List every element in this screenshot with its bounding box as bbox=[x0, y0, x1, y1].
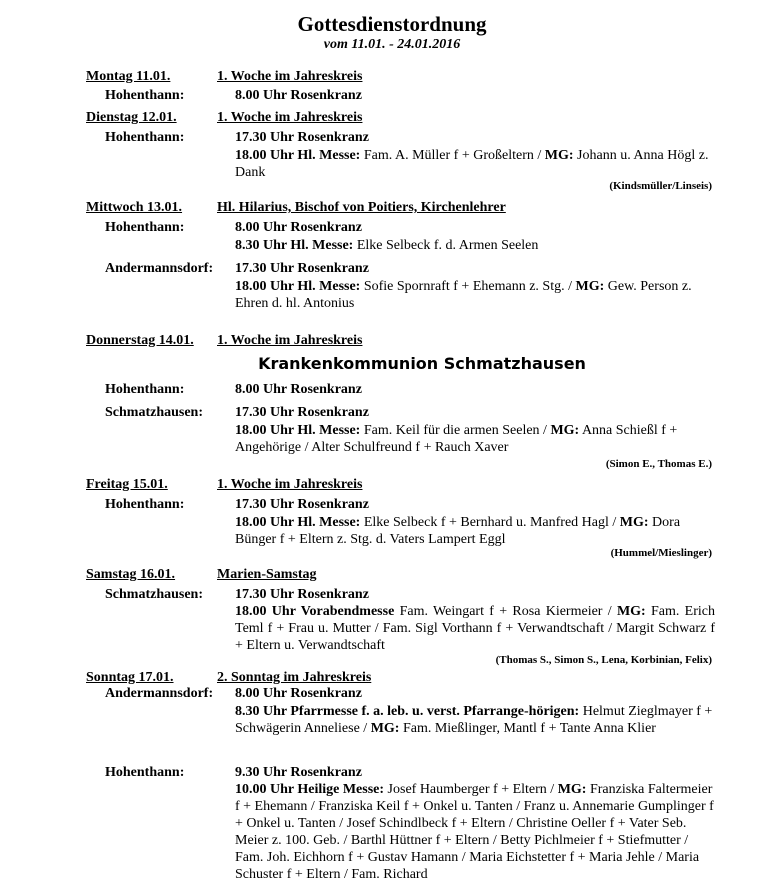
day-feast: Hl. Hilarius, Bischof von Poitiers, Kirchenlehrer bbox=[217, 200, 506, 215]
service-line bbox=[235, 781, 715, 883]
service-label: 8.00 Uhr Rosenkranz bbox=[235, 382, 362, 397]
location-label: Andermannsdorf: bbox=[105, 261, 214, 276]
service-text: Elke Selbeck f. d. Armen Seelen bbox=[353, 238, 539, 253]
day-date: Samstag 16.01. bbox=[86, 567, 176, 582]
day-date: Sonntag 17.01. bbox=[86, 670, 174, 685]
service-text: Elke Selbeck f + Bernhard u. Manfred Hagl / bbox=[360, 515, 620, 530]
service-label: 8.00 Uhr Rosenkranz bbox=[235, 88, 362, 103]
service-line bbox=[235, 703, 715, 737]
service-label: 8.30 Uhr Pfarrmesse f. a. leb. u. verst. Pfarrange-hörigen: bbox=[235, 704, 580, 719]
day-feast: 2. Sonntag im Jahreskreis bbox=[217, 670, 372, 685]
mg-label: MG: bbox=[370, 721, 400, 736]
service-text: Anna Schießl f + Angehörige / Alter Schulfreund f + Rauch Xaver bbox=[235, 423, 678, 455]
service-label: 17.30 Uhr Rosenkranz bbox=[235, 130, 369, 145]
service-label: 9.30 Uhr Rosenkranz bbox=[235, 765, 362, 780]
day-header bbox=[86, 670, 371, 686]
day-date: Donnerstag 14.01. bbox=[86, 333, 194, 348]
service-text: Fam. Keil für die armen Seelen / bbox=[360, 423, 551, 438]
service-label: 17.30 Uhr Rosenkranz bbox=[235, 405, 369, 420]
mg-label: MG: bbox=[544, 148, 574, 163]
service-line bbox=[235, 237, 715, 254]
location-label: Andermannsdorf: bbox=[105, 686, 214, 701]
service-text: Dora Bünger f + Eltern z. Stg. d. Vaters Lampert Eggl bbox=[235, 515, 681, 547]
day-header bbox=[86, 110, 362, 126]
mg-label: MG: bbox=[575, 279, 605, 294]
day-feast: 1. Woche im Jahreskreis bbox=[217, 69, 363, 84]
service-text: Helmut Zieglmayer f + Schwägerin Anneliese / bbox=[235, 704, 713, 736]
service-label: 8.00 Uhr Rosenkranz bbox=[235, 686, 362, 701]
service-label: 17.30 Uhr Rosenkranz bbox=[235, 497, 369, 512]
service-line bbox=[235, 129, 715, 146]
location-label: Hohenthann: bbox=[105, 88, 185, 103]
service-line bbox=[235, 603, 715, 654]
service-label: 18.00 Uhr Hl. Messe: bbox=[235, 423, 361, 438]
service-line bbox=[235, 381, 715, 398]
service-line bbox=[235, 422, 715, 456]
service-line bbox=[235, 219, 715, 236]
day-feast: 1. Woche im Jahreskreis bbox=[217, 477, 363, 492]
location-label: Hohenthann: bbox=[105, 765, 185, 780]
service-text: Josef Haumberger f + Eltern / bbox=[384, 782, 558, 797]
service-text: Fam. Weingart f + Rosa Kiermeier / bbox=[394, 604, 617, 619]
service-line bbox=[235, 404, 715, 421]
service-text: Fam. Mießlinger, Mantl f + Tante Anna Klier bbox=[399, 721, 656, 736]
mg-label: MG: bbox=[550, 423, 580, 438]
day-date: Dienstag 12.01. bbox=[86, 110, 177, 125]
day-date: Mittwoch 13.01. bbox=[86, 200, 183, 215]
day-header bbox=[86, 477, 362, 493]
mg-label: MG: bbox=[557, 782, 587, 797]
service-label: 17.30 Uhr Rosenkranz bbox=[235, 261, 369, 276]
service-line bbox=[235, 685, 715, 702]
service-line bbox=[235, 260, 715, 277]
ministrants-note: (Simon E., Thomas E.) bbox=[605, 458, 712, 470]
service-text: Fam. A. Müller f + Großeltern / bbox=[360, 148, 545, 163]
page-subtitle: vom 11.01. - 24.01.2016 bbox=[323, 37, 461, 52]
service-line bbox=[235, 764, 715, 781]
banner-notice: Krankenkommunion Schmatzhausen bbox=[258, 354, 586, 373]
service-line bbox=[235, 496, 715, 513]
service-label: 8.00 Uhr Rosenkranz bbox=[235, 220, 362, 235]
day-date: Montag 11.01. bbox=[86, 69, 171, 84]
location-label: Hohenthann: bbox=[105, 220, 185, 235]
service-text: Franziska Faltermeier f + Ehemann / Franziska Keil f + Onkel u. Tanten / Franz u. Annemarie Gumplinger f + Onkel u. Tanten / Josef Schindlbeck f + Eltern / Christine Oeller f + Vater Seb. Meier z. 100. Geb. / Barthl Hüttner f + Eltern / Betty Pichlmeier f + Stiefmutter / Fam. Joh. Eichhorn f + Gustav Hamann / Maria Eichstetter f + Maria Jehle / Maria Schuster f + Eltern / Fam. Richard bbox=[235, 782, 714, 882]
day-feast: 1. Woche im Jahreskreis bbox=[217, 333, 363, 348]
service-label: 17.30 Uhr Rosenkranz bbox=[235, 587, 369, 602]
service-label: 18.00 Uhr Hl. Messe: bbox=[235, 515, 361, 530]
service-text: Fam. Erich Teml f + Frau u. Mutter / Fam. Sigl Vorthann f + Verwandtschaft / Margit Schwarz f + Eltern u. Verwandtschaft bbox=[235, 604, 715, 653]
day-date: Freitag 15.01. bbox=[86, 477, 168, 492]
service-label: 18.00 Uhr Vorabendmesse bbox=[235, 604, 395, 619]
location-label: Hohenthann: bbox=[105, 130, 185, 145]
location-label: Hohenthann: bbox=[105, 497, 185, 512]
day-header bbox=[86, 200, 506, 216]
ministrants-note: (Kindsmüller/Linseis) bbox=[609, 180, 712, 192]
service-line bbox=[235, 278, 715, 312]
mg-label: MG: bbox=[619, 515, 649, 530]
location-label: Schmatzhausen: bbox=[105, 587, 204, 602]
day-header bbox=[86, 69, 362, 85]
service-line bbox=[235, 87, 715, 104]
day-feast: 1. Woche im Jahreskreis bbox=[217, 110, 363, 125]
day-header bbox=[86, 567, 317, 583]
service-text: Johann u. Anna Högl z. Dank bbox=[235, 148, 709, 180]
service-line bbox=[235, 147, 715, 181]
location-label: Schmatzhausen: bbox=[105, 405, 204, 420]
service-text: Sofie Spornraft f + Ehemann z. Stg. / bbox=[360, 279, 576, 294]
service-line bbox=[235, 514, 715, 548]
service-text: Gew. Person z. Ehren d. hl. Antonius bbox=[235, 279, 692, 311]
day-feast: Marien-Samstag bbox=[217, 567, 317, 582]
day-header bbox=[86, 333, 362, 349]
ministrants-note: (Thomas S., Simon S., Lena, Korbinian, Felix) bbox=[495, 654, 712, 666]
service-label: 18.00 Uhr Hl. Messe: bbox=[235, 148, 361, 163]
page-title: Gottesdienstordnung bbox=[297, 12, 487, 36]
location-label: Hohenthann: bbox=[105, 382, 185, 397]
ministrants-note: (Hummel/Mieslinger) bbox=[610, 547, 712, 559]
service-label: 8.30 Uhr Hl. Messe: bbox=[235, 238, 354, 253]
service-label: 10.00 Uhr Heilige Messe: bbox=[235, 782, 385, 797]
mg-label: MG: bbox=[616, 604, 646, 619]
service-label: 18.00 Uhr Hl. Messe: bbox=[235, 279, 361, 294]
service-line bbox=[235, 586, 715, 603]
